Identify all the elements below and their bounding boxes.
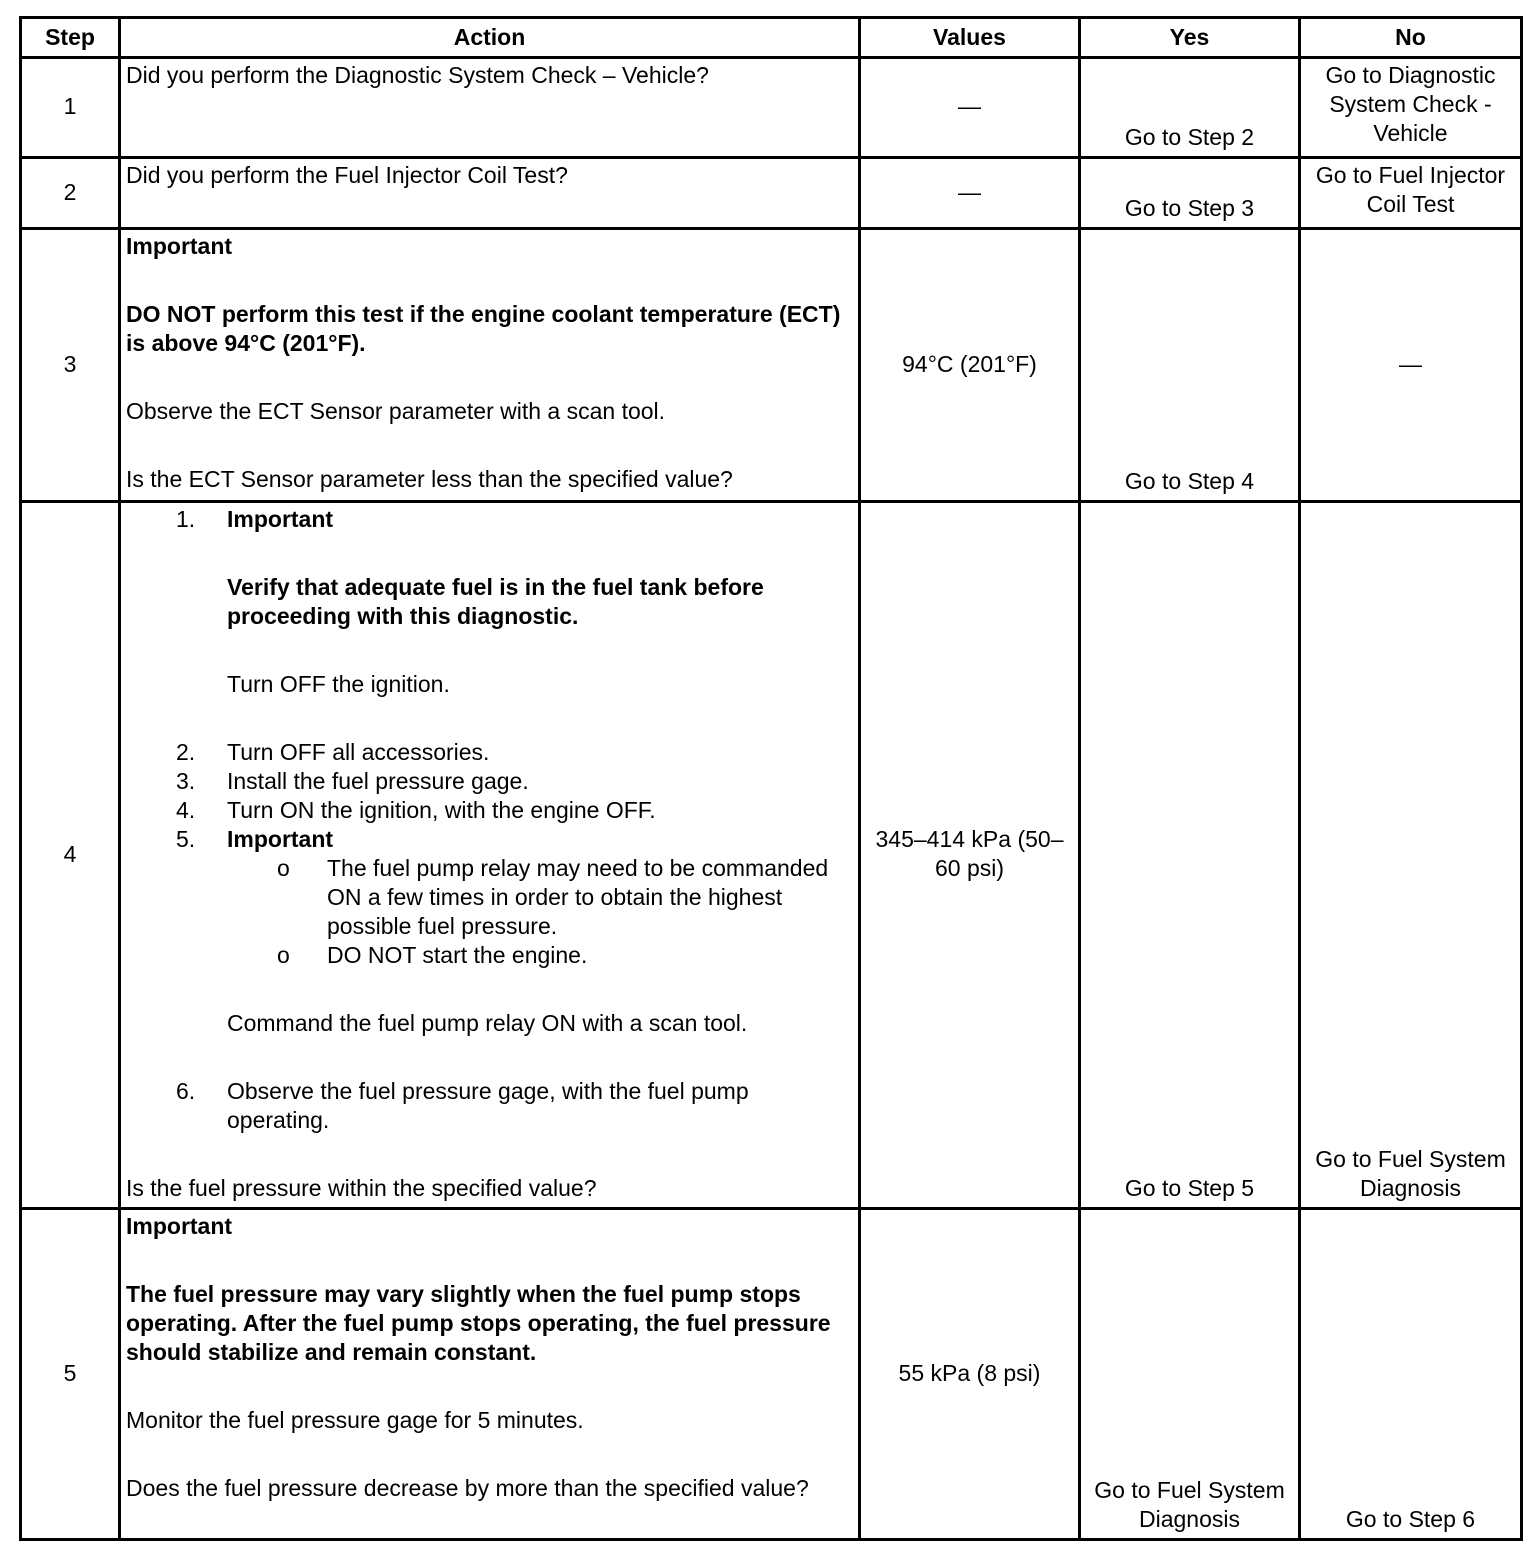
list-item: [126, 825, 853, 1077]
table-row: [21, 58, 1522, 158]
header-step: Step: [21, 18, 120, 58]
step-number: 5: [21, 1209, 120, 1540]
sub-bullet: [227, 854, 853, 941]
value-cell: —: [860, 58, 1080, 158]
no-cell: Go to Fuel System Diagnosis: [1300, 502, 1522, 1209]
list-number: 1.: [176, 506, 196, 532]
table-row: [21, 158, 1522, 229]
list-item-text: Observe the fuel pressure gage, with the fuel pump operating.: [227, 1078, 749, 1133]
list-item-text: Command the fuel pump relay ON with a scan tool.: [227, 1010, 748, 1036]
important-heading: Important: [126, 1213, 233, 1239]
list-item: [126, 796, 853, 825]
list-number: 4.: [176, 797, 196, 823]
list-item: [126, 1077, 853, 1135]
table-row: [21, 1209, 1522, 1540]
action-instruction: Monitor the fuel pressure gage for 5 minutes.: [126, 1407, 584, 1433]
important-note: DO NOT perform this test if the engine coolant temperature (ECT) is above 94°C (201°F).: [126, 301, 841, 356]
list-number: 2.: [176, 739, 196, 765]
important-note: Verify that adequate fuel is in the fuel tank before proceeding with this diagnostic.: [227, 574, 764, 629]
action-cell: [120, 1209, 860, 1540]
procedure-list: [126, 505, 853, 1135]
sub-bullet-text: The fuel pump relay may need to be commanded ON a few times in order to obtain the highest possible fuel pressure.: [327, 855, 829, 939]
step-number: 4: [21, 502, 120, 1209]
important-heading: Important: [227, 826, 334, 852]
action-cell: [120, 158, 860, 229]
header-no: No: [1300, 18, 1522, 58]
action-instruction: Observe the ECT Sensor parameter with a scan tool.: [126, 398, 666, 424]
action-question: Did you perform the Diagnostic System Check – Vehicle?: [126, 62, 709, 88]
action-cell: [120, 229, 860, 502]
important-heading: Important: [227, 506, 334, 532]
table-row: [21, 229, 1522, 502]
list-item: [126, 505, 853, 738]
header-values: Values: [860, 18, 1080, 58]
step-number: 1: [21, 58, 120, 158]
diagnostic-table: [19, 16, 1523, 1541]
value-cell: 94°C (201°F): [860, 229, 1080, 502]
action-question: Is the fuel pressure within the specified value?: [126, 1175, 597, 1201]
list-item: [126, 767, 853, 796]
action-question: Is the ECT Sensor parameter less than the specified value?: [126, 466, 733, 492]
list-number: 3.: [176, 768, 196, 794]
list-number: 6.: [176, 1078, 196, 1104]
no-cell: —: [1300, 229, 1522, 502]
bullet-icon: o: [277, 855, 290, 881]
no-cell: Go to Step 6: [1300, 1209, 1522, 1540]
header-action: Action: [120, 18, 860, 58]
step-number: 3: [21, 229, 120, 502]
sub-bullet: [227, 941, 853, 970]
important-note: The fuel pressure may vary slightly when the fuel pump stops operating. After the fuel pump stops operating, the fuel pressure should stabilize and remain constant.: [126, 1281, 831, 1365]
list-number: 5.: [176, 826, 196, 852]
step-number: 2: [21, 158, 120, 229]
header-row: [21, 18, 1522, 58]
important-heading: Important: [126, 233, 233, 259]
list-item: [126, 738, 853, 767]
list-item-text: Turn OFF all accessories.: [227, 739, 490, 765]
value-cell: —: [860, 158, 1080, 229]
yes-cell: Go to Step 5: [1080, 502, 1300, 1209]
action-cell: [120, 58, 860, 158]
list-item-text: Turn ON the ignition, with the engine OFF.: [227, 797, 656, 823]
no-cell: Go to Fuel Injector Coil Test: [1300, 158, 1522, 229]
no-cell: Go to Diagnostic System Check - Vehicle: [1300, 58, 1522, 158]
yes-cell: Go to Step 2: [1080, 58, 1300, 158]
yes-cell: Go to Step 3: [1080, 158, 1300, 229]
yes-cell: Go to Step 4: [1080, 229, 1300, 502]
header-yes: Yes: [1080, 18, 1300, 58]
sub-bullet-text: DO NOT start the engine.: [327, 942, 588, 968]
value-cell: 55 kPa (8 psi): [860, 1209, 1080, 1540]
bullet-icon: o: [277, 942, 290, 968]
list-item-text: Install the fuel pressure gage.: [227, 768, 529, 794]
action-question: Did you perform the Fuel Injector Coil Test?: [126, 162, 568, 188]
action-cell: [120, 502, 860, 1209]
value-cell: 345–414 kPa (50–60 psi): [860, 502, 1080, 1209]
table-row: [21, 502, 1522, 1209]
list-item-text: Turn OFF the ignition.: [227, 671, 450, 697]
yes-cell: Go to Fuel System Diagnosis: [1080, 1209, 1300, 1540]
action-question: Does the fuel pressure decrease by more than the specified value?: [126, 1475, 809, 1501]
